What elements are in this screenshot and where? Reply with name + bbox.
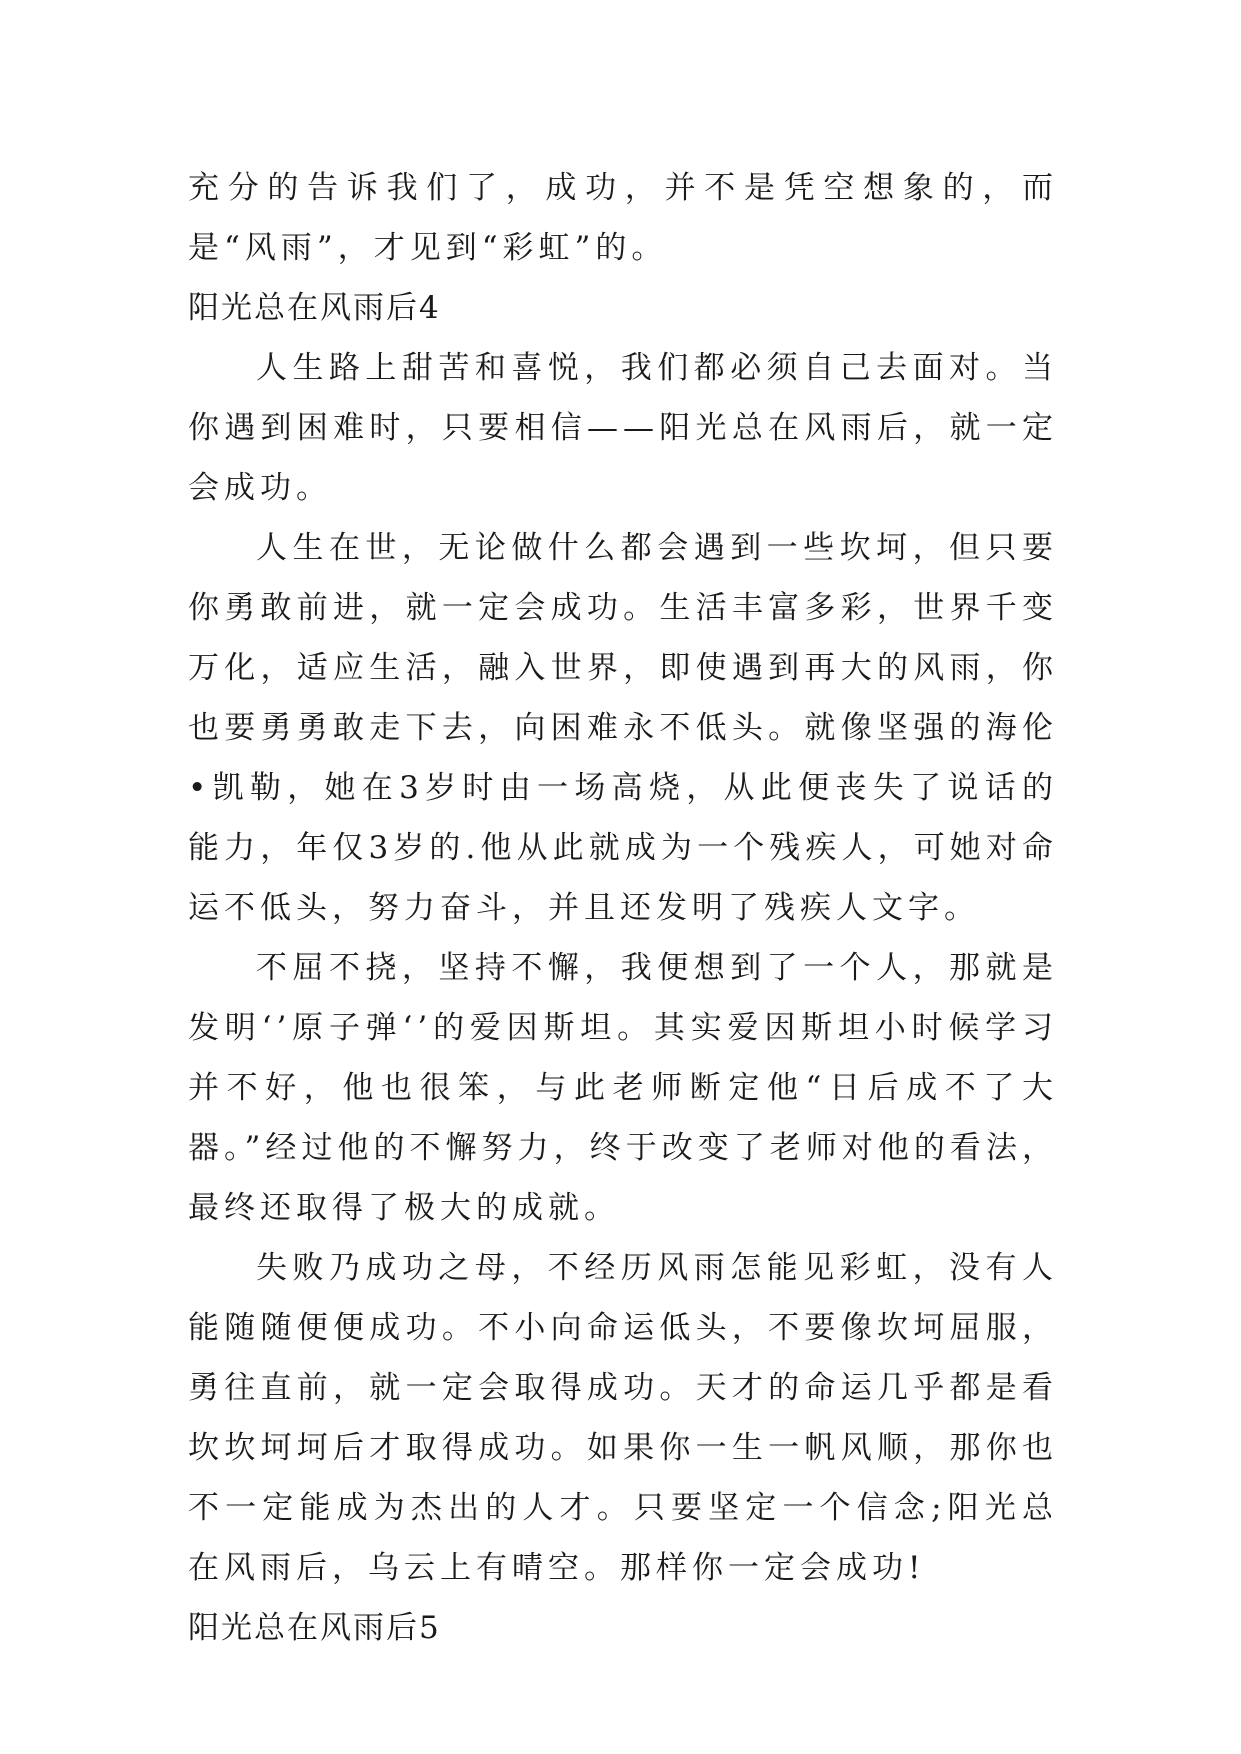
section4-paragraph-4: 失败乃成功之母，不经历风雨怎能见彩虹，没有人能随随便便成功。不小向命运低头，不要像坎坷屈服，勇往直前，就一定会取得成功。天才的命运几乎都是看坎坎坷坷后才取得成功。如果你一生一帆风顺，那你也不一定能成为杰出的人才。只要坚定一个信念;阳光总在风雨后，乌云上有晴空。那样你一定会成功! <box>188 1250 1058 1586</box>
section4-paragraph-2: 人生在世，无论做什么都会遇到一些坎坷，但只要你勇敢前进，就一定会成功。生活丰富多彩，世界千变万化，适应生活，融入世界，即使遇到再大的风雨，你也要勇勇敢走下去，向困难永不低头。就像坚强的海伦•凯勒，她在3岁时由一场高烧，从此便丧失了说话的能力，年仅3岁的.他从此就成为一个残疾人，可她对命运不低头，努力奋斗，并且还发明了残疾人文字。 <box>188 530 1058 926</box>
section-heading-5: 阳光总在风雨后5 <box>188 1610 441 1646</box>
section4-paragraph-1: 人生路上甜苦和喜悦，我们都必须自己去面对。当你遇到困难时，只要相信——阳光总在风雨后，就一定会成功。 <box>188 350 1058 506</box>
section-heading-4: 阳光总在风雨后4 <box>188 290 441 326</box>
continuation-paragraph: 充分的告诉我们了，成功，并不是凭空想象的，而是“风雨”，才见到“彩虹”的。 <box>188 170 1058 266</box>
document-body <box>188 158 1058 1658</box>
section4-paragraph-3: 不屈不挠，坚持不懈，我便想到了一个人，那就是发明‘’原子弹‘’的爱因斯坦。其实爱因斯坦小时候学习并不好，他也很笨，与此老师断定他“日后成不了大器。”经过他的不懈努力，终于改变了老师对他的看法，最终还取得了极大的成就。 <box>188 950 1058 1226</box>
